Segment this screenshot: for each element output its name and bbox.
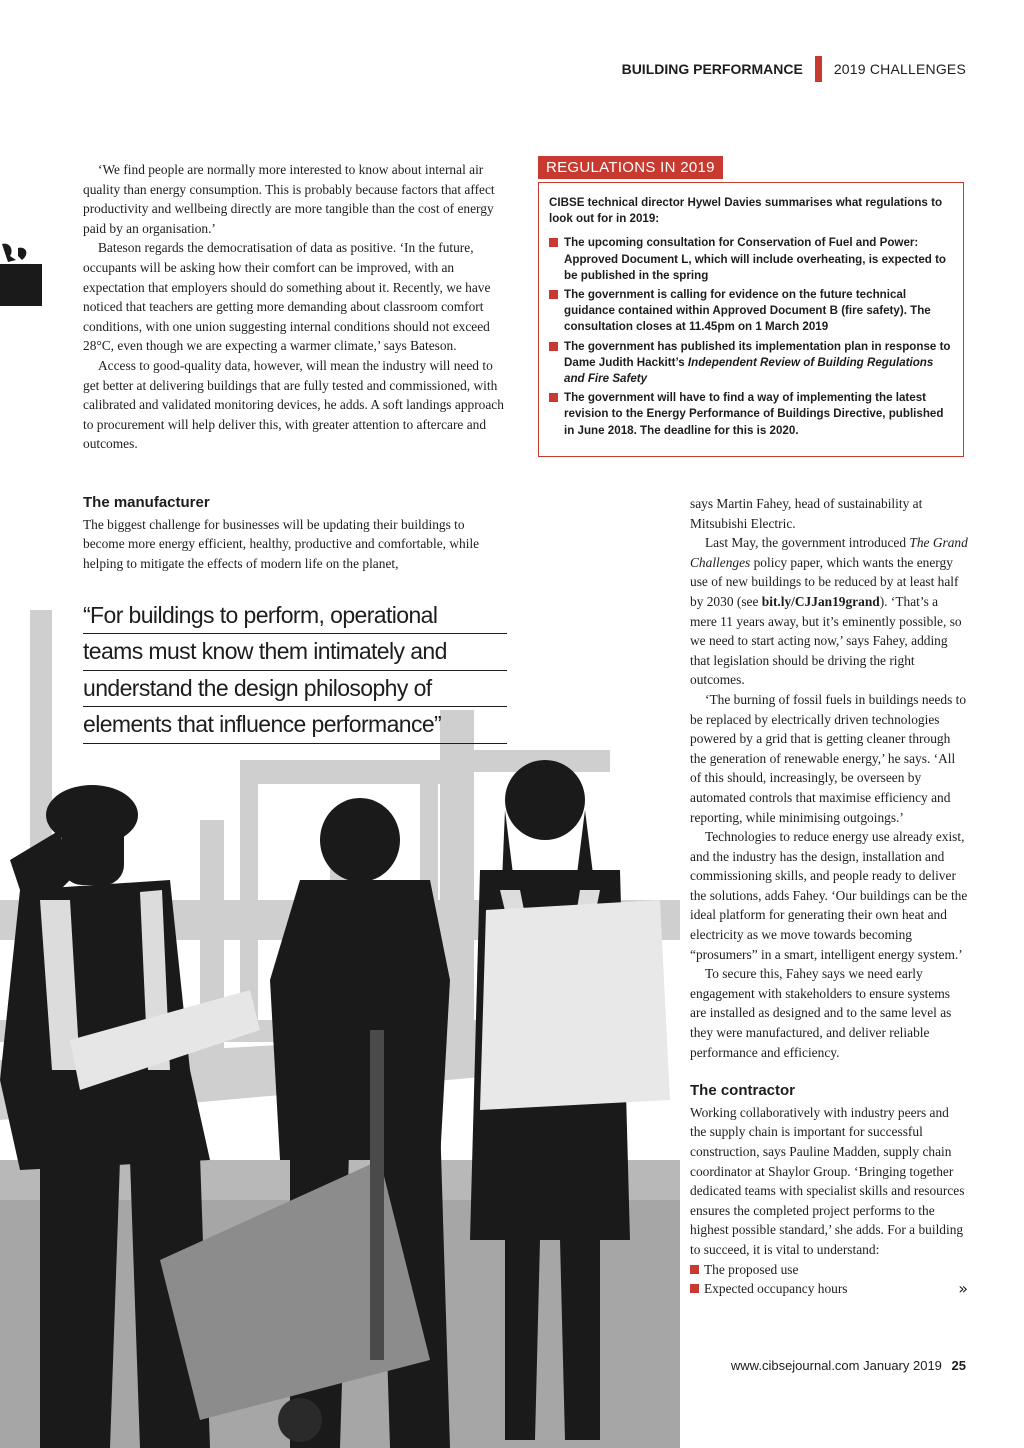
- body-paragraph: says Martin Fahey, head of sustainability at Mitsubishi Electric.: [690, 496, 923, 531]
- bullet-square-icon: [549, 290, 558, 299]
- body-paragraph: Technologies to reduce energy use already exist, and the industry has the design, installation and commissioning skills, and people ready to deliver the solutions, adds Fahey. ‘Our buildings can be the ideal platform for generating their own heat and electricity as we move towards becoming “prosumers” in a smart, intelligent energy system.’: [690, 829, 968, 962]
- contractor-text: Working collaboratively with industry peers and the supply chain is important for successful construction, says Pauline Madden, supply chain coordinator at Shaylor Group. ‘Bringing together dedicated teams with specialist skills and resources ensures the completed project performs to the highest possible standard,’ she adds. For a building to succeed, it is vital to understand:: [690, 1104, 965, 1257]
- intro-paragraph: Bateson regards the democratisation of data as positive. ‘In the future, occupants will be asking how their comfort can be improved, with an expectation that employers should do something about it. Recently, we have noticed that teachers are getting more demanding about classroom comfort conditions, with one union suggesting internal conditions should not exceed 28°C, even though we are expecting a warmer climate,’ says Bateson.: [83, 240, 491, 354]
- bullet-square-icon: [549, 393, 558, 402]
- intro-text: [83, 160, 509, 454]
- report-title: Independent Review of Building Regulations and Fire Safety: [564, 355, 934, 386]
- regulations-item: The government will have to find a way of implementing the latest revision to the Energy Performance of Buildings Directive, published in June 2018. The deadline for this is 2020.: [549, 390, 953, 439]
- body-paragraph: ‘The burning of fossil fuels in buildings needs to be replaced by electrically driven technologies powered by a grid that is getting cleaner through the generation of renewable energy,’ he says. ‘All of this should, increasingly, be overseen by automated controls that maximise efficiency and reporting, while minimising outgoings.’: [690, 691, 967, 825]
- page-footer: [731, 1358, 966, 1373]
- list-item: Expected occupancy hours: [690, 1279, 968, 1299]
- regulations-item: The upcoming consultation for Conservation of Fuel and Power: Approved Document L, which will include overheating, is expected to be published in the spring: [549, 235, 953, 284]
- pull-quote-line: elements that influence performance”: [83, 707, 507, 743]
- body-paragraph: Last May, the government introduced The Grand Challenges policy paper, which wants the energy use of new buildings to be reduced by at least half by 2030 (see bit.ly/CJJan19grand). ‘That’s a mere 11 years away, but it’s eminently possible, so we need to start acting now,’ says Fahey, adding that legislation should be driving the right outcomes.: [690, 535, 968, 688]
- pull-quote-line: understand the design philosophy of: [83, 671, 507, 707]
- header-divider: [815, 56, 822, 82]
- policy-title: The Grand Challenges: [690, 535, 968, 570]
- regulations-list: [549, 235, 953, 438]
- regulations-box: [538, 182, 964, 457]
- right-column: [690, 494, 968, 1299]
- contractor-list: [690, 1260, 968, 1299]
- section-title: BUILDING PERFORMANCE: [621, 61, 803, 77]
- bullet-square-icon: [549, 342, 558, 351]
- footer-url: www.cibsejournal.com: [730, 1358, 860, 1373]
- footer-date: January 2019: [863, 1358, 942, 1373]
- short-link[interactable]: bit.ly/CJJan19grand: [761, 593, 880, 609]
- double-chevron-right-icon: »: [958, 1279, 968, 1299]
- pull-quote: [83, 598, 507, 744]
- intro-paragraph: ‘We find people are normally more interested to know about internal air quality than energy consumption. This is probably because factors that affect productivity and wellbeing directly are more tangible than the cost of energy paid by an organisation.’: [83, 162, 495, 236]
- regulations-tab: REGULATIONS IN 2019: [538, 156, 723, 179]
- section-subtitle: 2019 CHALLENGES: [833, 61, 966, 77]
- bullet-square-icon: [549, 238, 558, 247]
- regulations-item: The government has published its implementation plan in response to Dame Judith Hackitt’s Independent Review of Building Regulations and Fire Safety: [549, 339, 953, 388]
- crane-hook-icon: [0, 240, 42, 306]
- list-item: The proposed use: [690, 1260, 968, 1280]
- manufacturer-section: [83, 493, 509, 573]
- manufacturer-text: The biggest challenge for businesses will be updating their buildings to become more energy efficient, healthy, productive and comfortable, while helping to mitigate the effects of modern life on the planet,: [83, 516, 480, 571]
- page-header: [622, 56, 966, 82]
- pull-quote-line: teams must know them intimately and: [83, 634, 507, 670]
- bullet-square-icon: [690, 1284, 699, 1293]
- body-paragraph: To secure this, Fahey says we need early engagement with stakeholders to ensure systems are installed as designed and to the same level as they were manufactured, and deliver reliable performance and efficiency.: [690, 966, 952, 1060]
- bullet-square-icon: [690, 1265, 699, 1274]
- contractor-heading: The contractor: [690, 1082, 796, 1100]
- intro-paragraph: Access to good-quality data, however, will mean the industry will need to get better at delivering buildings that are fully tested and commissioned, with calibrated and validated monitoring devices, he adds. A soft landings approach to procurement will help deliver this, with greater attention to aftercare and outcomes.: [83, 357, 504, 452]
- manufacturer-heading: The manufacturer: [83, 494, 210, 511]
- regulations-item: The government is calling for evidence on the future technical guidance contained within Approved Document B (fire safety). The consultation closes at 11.45pm on 1 March 2019: [549, 287, 953, 336]
- pull-quote-line: “For buildings to perform, operational: [83, 598, 507, 634]
- page-number: 25: [951, 1358, 966, 1373]
- regulations-intro: CIBSE technical director Hywel Davies summarises what regulations to look out for in 2019:: [549, 196, 943, 226]
